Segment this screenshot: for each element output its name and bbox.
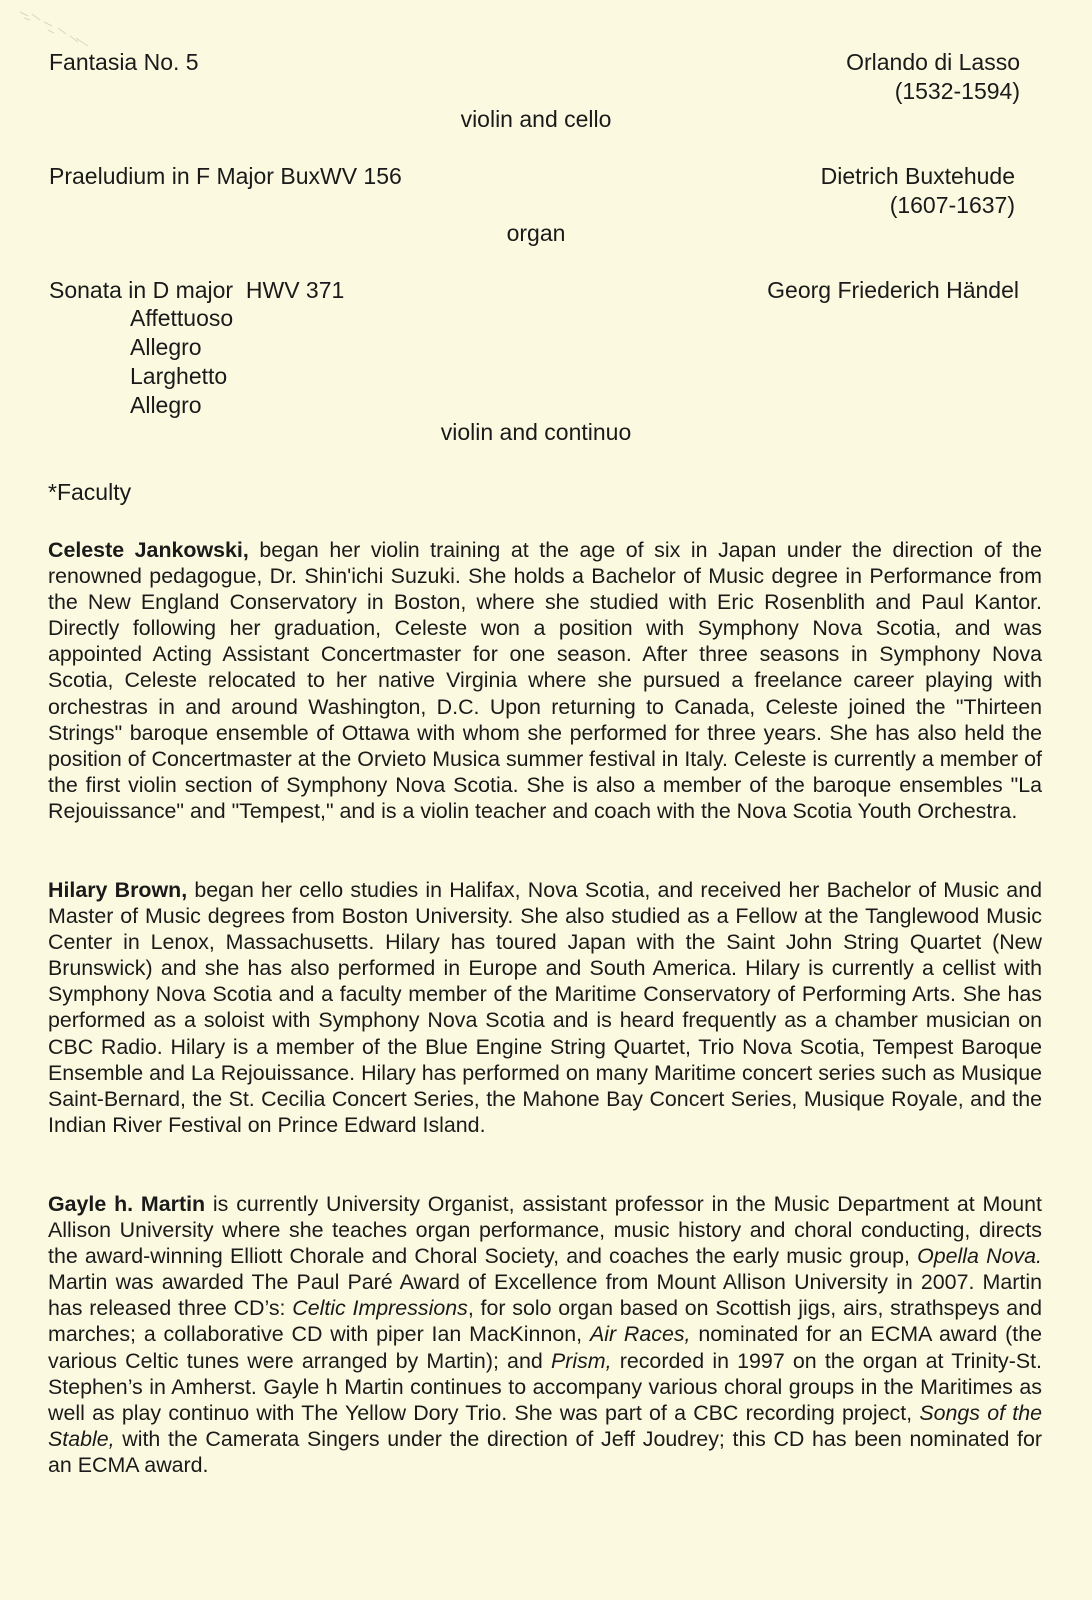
bio-text: is currently University Organist, assistant professor in the Music Department at Mount Allison University where she teaches organ performance, music history and choral conducting, directs the award-winning Elliott Chorale and Choral Society, and coaches the early music group, — [48, 1192, 1043, 1269]
bio-work-title: Air Races, — [589, 1322, 691, 1347]
program-composer-3: Georg Friederich Händel — [767, 277, 1019, 303]
composer-dates: (1532-1594) — [894, 78, 1020, 104]
program-instrumentation-1: violin and cello — [460, 106, 612, 132]
composer-name: Orlando di Lasso — [846, 49, 1020, 75]
composer-name: Dietrich Buxtehude — [820, 163, 1015, 189]
movement-item: Allegro — [130, 392, 202, 418]
bio-text: , for solo organ based on Scottish jigs, airs, strathspeys and marches; a collaborative CD with piper Ian MacKinnon, — [48, 1296, 1043, 1347]
program-composer-2 — [821, 162, 1015, 220]
bio-jankowski — [48, 537, 1042, 824]
bio-brown — [48, 877, 1042, 1138]
program-title-2: Praeludium in F Major BuxWV 156 — [49, 163, 402, 189]
program-instrumentation-3: violin and continuo — [440, 419, 632, 445]
program-composer-1 — [846, 48, 1020, 106]
program-instrumentation-2: organ — [506, 220, 566, 246]
bio-text: recorded in 1997 on the organ at Trinity-St. Stephen’s in Amherst. Gayle h Martin continues to accompany various choral groups in the Maritimes as well as play continuo with The Yellow Dory Trio. She was part of a CBC recording project, — [48, 1348, 1042, 1425]
bio-text: with the Camerata Singers under the direction of Jeff Joudrey; this CD has been nominated for an ECMA award. — [48, 1426, 1042, 1477]
faculty-note: *Faculty — [48, 479, 132, 505]
bio-work-title: Songs of the Stable, — [48, 1400, 1043, 1451]
bio-name: Hilary Brown, — [48, 878, 188, 902]
bio-name: Gayle h. Martin — [48, 1192, 206, 1216]
movement-list — [130, 304, 233, 420]
bio-work-title: Prism, — [550, 1348, 612, 1373]
bio-text: nominated for an ECMA award (the various Celtic tunes were arranged by Martin); and — [48, 1322, 1042, 1373]
movement-item: Allegro — [130, 334, 202, 360]
bio-work-title: Opella Nova. — [917, 1244, 1042, 1269]
scan-speckle-mark — [18, 8, 108, 48]
bio-martin — [48, 1191, 1042, 1478]
bio-name: Celeste Jankowski, — [48, 538, 249, 562]
composer-dates: (1607-1637) — [889, 192, 1015, 218]
bio-text: began her violin training at the age of six in Japan under the direction of the renowned pedagogue, Dr. Shin'ichi Suzuki. She holds a Bachelor of Music degree in Performance from the New England Conservatory in Boston, where she studied with Eric Rosenblith and Paul Kantor. Directly following her graduation, Celeste won a position with Symphony Nova Scotia, and was appointed Acting Assistant Concertmaster for one season. After three seasons in Symphony Nova Scotia, Celeste relocated to her native Virginia where she pursued a freelance career playing with orchestras in and around Washington, D.C. Upon returning to Canada, Celeste joined the "Thirteen Strings" baroque ensemble of Ottawa with whom she performed for three years. She has also held the position of Concertmaster at the Orvieto Musica summer festival in Italy. Celeste is currently a member of the first violin section of Symphony Nova Scotia. She is also a member of the baroque ensembles "La Rejouissance" and "Tempest," and is a violin teacher and coach with the Nova Scotia Youth Orchestra. — [48, 538, 1042, 823]
program-title-1: Fantasia No. 5 — [49, 49, 199, 75]
movement-item: Affettuoso — [130, 305, 234, 331]
program-title-3: Sonata in D major HWV 371 — [49, 277, 345, 303]
bio-work-title: Celtic Impressions — [292, 1296, 468, 1321]
movement-item: Larghetto — [130, 363, 228, 389]
bio-text: Martin was awarded The Paul Paré Award of Excellence from Mount Allison University in 2007. Martin has released three CD’s: — [48, 1270, 1042, 1321]
bio-text: began her cello studies in Halifax, Nova Scotia, and received her Bachelor of Music and Master of Music degrees from Boston University. She also studied as a Fellow at the Tanglewood Music Center in Lenox, Massachusetts. Hilary has toured Japan with the Saint John String Quartet (New Brunswick) and she has also performed in Europe and South America. Hilary is currently a cellist with Symphony Nova Scotia and a faculty member of the Maritime Conservatory of Performing Arts. She has performed as a soloist with Symphony Nova Scotia and is heard frequently as a chamber musician on CBC Radio. Hilary is a member of the Blue Engine String Quartet, Trio Nova Scotia, Tempest Baroque Ensemble and La Rejouissance. Hilary has performed on many Maritime concert series such as Musique Saint-Bernard, the St. Cecilia Concert Series, the Mahone Bay Concert Series, Musique Royale, and the Indian River Festival on Prince Edward Island. — [48, 878, 1042, 1137]
